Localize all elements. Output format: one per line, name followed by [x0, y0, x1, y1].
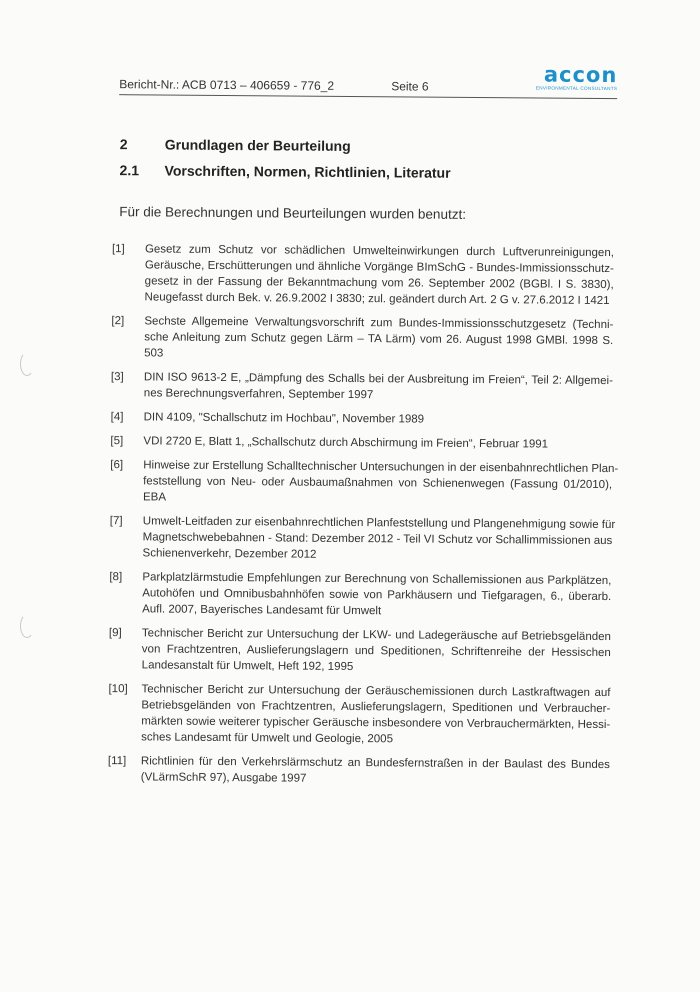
reference-text-line: Parkplatzlärmstudie Empfehlungen zur Berechnung von Schallemissionen aus Parkplätzen, [142, 571, 612, 588]
section-title: Grundlagen der Beurteilung [164, 136, 351, 154]
reference-text-line: Gesetz zum Schutz vor schädlichen Umwelteinwirkungen durch Luftverunreinigungen, [144, 243, 614, 260]
reference-text-line: VDI 2720 E, Blatt 1, „Schallschutz durch Abschirmung im Freien“, Februar 1991 [143, 435, 549, 451]
section-heading [120, 136, 351, 154]
reference-text-line: sches Landesamt für Umwelt und Geologie, 2005 [141, 731, 394, 746]
reference-text-line: DIN ISO 9613-2 E, „Dämpfung des Schalls bei der Ausbreitung im Freien“, Teil 2: Allgemei- [143, 371, 613, 388]
reference-item [110, 433, 612, 453]
reference-text-line: Richtlinien für den Verkehrslärmschutz an Bundesfernstraßen in der Baulast des Bundes [140, 755, 610, 772]
reference-text-line: Geräusche, Erschütterungen und ähnliche Vorgänge BImSchG - Bundes-Immissionsschutz- [144, 259, 614, 276]
reference-item [108, 681, 610, 749]
reference-number: [8] [109, 571, 123, 584]
reference-number: [9] [108, 627, 122, 640]
reference-text-line: nes Berechnungsverfahren, September 1997 [143, 387, 374, 402]
reference-text-line: Sechste Allgemeine Verwaltungsvorschrift zum Bundes-Immissionsschutzgesetz (Techni- [144, 315, 614, 332]
reference-number: [1] [111, 243, 125, 256]
intro-text: Für die Berechnungen und Beurteilungen wurden benutzt: [119, 204, 467, 222]
reference-text-line: EBA [142, 491, 167, 504]
section-number: 2 [119, 136, 128, 153]
reference-item [108, 753, 610, 789]
reference-text-line: von Frachtzentren, Auslieferungslagern und Speditionen, Schriftenreihe der Hessischen [141, 643, 611, 660]
logo-tagline: ENVIRONMENTAL CONSULTANTS [535, 85, 618, 92]
reference-text-line: 503 [144, 347, 164, 360]
reference-text-line: Autohöfen und Omnibusbahnhöfen sowie von Parkhäusern und Tiefgaragen, 6., überarb. [142, 587, 612, 604]
reference-item [111, 369, 613, 405]
reference-text-line: Hinweise zur Erstellung Schalltechnischer Untersuchungen in der eisenbahnrechtlichen Plan- [143, 459, 619, 476]
company-logo [529, 63, 617, 92]
reference-text-line: feststellung von Neu- oder Ausbaumaßnahmen von Schienenwegen (Fassung 01/2010), [143, 475, 613, 492]
reference-text-line: gesetz in der Fassung der Bekanntmachung vom 26. September 2002 (BGBl. I S. 3830), [144, 275, 614, 292]
reference-text-line: Technischer Bericht zur Untersuchung der LKW- und Ladegeräusche auf Betriebsgeländen [141, 627, 611, 644]
logo-wordmark: accon [543, 62, 618, 88]
reference-list [107, 241, 619, 797]
reference-number: [5] [110, 435, 124, 448]
reference-number: [2] [111, 315, 125, 328]
reference-number: [11] [107, 755, 127, 768]
reference-text-line: Technischer Bericht zur Untersuchung der Geräuschemissionen durch Lastkraftwagen auf [141, 683, 611, 700]
subsection-number: 2.1 [119, 162, 140, 179]
subsection-heading [120, 162, 451, 181]
reference-item [111, 409, 613, 429]
page-header [119, 62, 618, 99]
reference-text-line: Aufl. 2007, Bayerisches Landesamt für Umwelt [142, 603, 382, 618]
reference-number: [7] [109, 515, 123, 528]
subsection-title: Vorschriften, Normen, Richtlinien, Literatur [164, 162, 451, 181]
reference-item [109, 625, 611, 677]
reference-text-line: Neugefasst durch Bek. v. 26.9.2002 I 3830; zul. geändert durch Art. 2 G v. 27.6.2012 I 1421 [144, 291, 610, 308]
reference-item [109, 513, 616, 565]
reference-text-line: märkten sowie weiterer typischer Geräusche insbesondere von Verbrauchermärkten, Hessi- [141, 715, 611, 732]
reference-text-line: Landesanstalt für Umwelt, Heft 192, 1995 [141, 659, 354, 674]
report-number: Bericht-Nr.: ACB 0713 – 406659 - 776_2 [119, 77, 335, 93]
punch-hole-mark [20, 352, 34, 376]
reference-text-line: Schienenverkehr, Dezember 2012 [142, 547, 317, 561]
reference-item [109, 569, 611, 621]
punch-hole-mark [20, 614, 34, 638]
page-number: Seite 6 [391, 79, 429, 94]
reference-text-line: Magnetschwebebahnen - Stand: Dezember 2012 - Teil VI Schutz vor Schallimmissionen aus [142, 531, 613, 548]
reference-number: [10] [108, 683, 128, 696]
reference-item [110, 457, 619, 509]
reference-text-line: sche Anleitung zum Schutz gegen Lärm – TA Lärm) vom 26. August 1998 GMBl. 1998 S. [144, 331, 614, 348]
reference-item [112, 241, 614, 309]
reference-text-line: DIN 4109, "Schallschutz im Hochbau", November 1989 [143, 411, 425, 426]
reference-text-line: Betriebsgeländen von Frachtzentren, Auslieferungslagern, Speditionen und Verbraucher- [141, 699, 611, 716]
reference-number: [6] [110, 459, 124, 472]
reference-text-line: Umwelt-Leitfaden zur eisenbahnrechtlichen Planfeststellung und Plangenehmigung sowie für [142, 515, 616, 532]
reference-number: [3] [110, 371, 124, 384]
reference-number: [4] [110, 411, 124, 424]
reference-item [111, 313, 613, 365]
reference-text-line: (VLärmSchR 97), Ausgabe 1997 [140, 771, 307, 785]
